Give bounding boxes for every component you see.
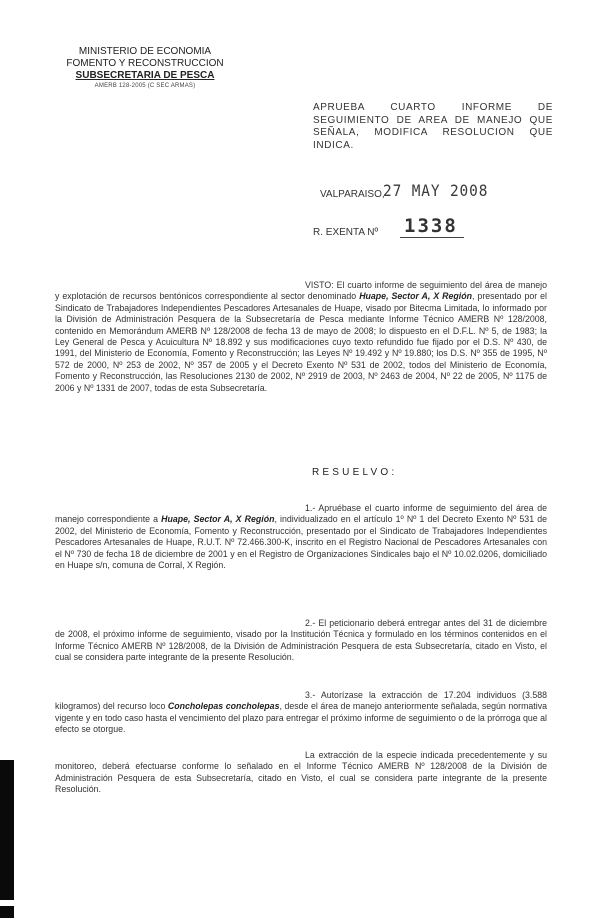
date-stamp: 27 MAY 2008 <box>383 181 489 200</box>
resolution-item-3b <box>55 750 547 796</box>
item-1-lead: 1.- Apruébase el cuarto informe de seguimiento del área de manejo correspondiente a <box>55 503 547 525</box>
ministry-line-1: MINISTERIO DE ECONOMIA <box>78 46 212 57</box>
item-2-rest: diciembre de 2008, el próximo informe de seguimiento, visado por la Institución Técnica y formulado en los términos contenidos en el Informe Técnico AMERB Nº 128/2008, de la División de Administración Pesquera de esta Subsecretaría, citado en Visto, el cual se considera parte integrante de la presente Resolución. <box>55 618 547 663</box>
visto-sector: Huape, Sector A, X Región <box>359 291 472 302</box>
resolution-subject: APRUEBA CUARTO INFORME DE SEGUIMIENTO DE AREA DE MANEJO QUE SEÑALA, MODIFICA RESOLUCION QUE INDICA. <box>313 102 553 151</box>
item-1-sector: Huape, Sector A, X Región <box>161 514 275 525</box>
ministry-line-2: FOMENTO Y RECONSTRUCCION <box>66 58 224 69</box>
item-3b-rest: precedentemente y su monitoreo, deberá efectuarse conforme lo señalado en el Informe Técnico AMERB Nº 128/2008 de la División de Administración Pesquera de esta Subsecretaría, citado en Visto, el cual se considera parte integrante de la presente Resolución. <box>55 750 547 795</box>
scan-edge-gap <box>0 900 14 906</box>
visto-paragraph <box>55 280 547 394</box>
item-3-lead: 3.- Autorízase la extracción de 17.204 individuos <box>305 690 516 700</box>
visto-rest: , presentado por el Sindicato de Trabajadores Independientes Pescadores Artesanales de Huape, visado por Bitecma Limitada, lo informado por la División de Administración Pesquera de la Subsecretaría de Pesca mediante Informe Técnico AMERB Nº 128/2008, contenido en Memorándum AMERB Nº 128/2008 de fecha 13 de mayo de 2008; lo dispuesto en el D.F.L. Nº 5, de 1983; la Ley General de Pesca y Acuicultura Nº 18.892 y sus modificaciones cuyo texto refundido fue fijado por el D.S. Nº 430, de 1991, del Ministerio de Economía, Fomento y Reconstrucción; las Leyes Nº 19.492 y Nº 19.880; los D.S. Nº 355 de 1995, Nº 572 de 2000, Nº 253 de 2002, Nº 357 de 2005 y el Decreto Exento Nº 531 de 2002, todos del Ministerio de Economía, Fomento y Reconstrucción, las Resoluciones 2130 de 2002, Nº 2919 de 2003, Nº 2463 de 2004, Nº 22 de 2005, Nº 1175 de 2006 y Nº 1331 de 2007, todas de esta Subsecretaría. <box>55 291 547 393</box>
exenta-label: R. EXENTA Nº <box>313 227 379 238</box>
item-3-rest: , desde el área de manejo anteriormente señalada, según normativa vigente y en todo caso hasta el vencimiento del plazo para entregar el próximo informe de seguimiento o de la prórroga que al efecto se otorgue. <box>55 701 547 735</box>
item-3-mid: (3.588 kilogramos) del recurso loco <box>55 690 548 712</box>
resolution-item-1 <box>55 503 547 571</box>
visto-lead: VISTO: El cuarto informe de seguimiento del área de manejo y explotación de recursos bentónicos correspondiente al sector denominado <box>55 280 547 302</box>
subsecretaria-line: SUBSECRETARIA DE PESCA <box>75 70 215 81</box>
item-3-species: Concholepas concholepas <box>167 701 280 712</box>
exenta-number: 1338 <box>400 215 464 238</box>
item-1-rest: , individualizado en el artículo 1º Nº 1 del Decreto Exento Nº 531 de 2002, del Ministerio de Economía, Fomento y Reconstrucción, presentado por el Sindicato de Trabajadores Independientes Pescadores Artesanales de Huape, R.U.T. Nº 72.466.300-K, inscrito en el Registro Nacional de Pescadores Artesanales con el Nº 730 de fecha 18 de diciembre de 2001 y en el Registro de Organizaciones Sindicales bajo el Nº 10.02.0206, domiciliado en Huape s/n, comuna de Corral, X Región. <box>55 514 547 571</box>
scan-edge-bar <box>0 760 14 918</box>
resolution-item-2 <box>55 618 547 664</box>
resuelvo-heading: RESUELVO: <box>312 467 398 478</box>
letterhead <box>50 46 240 90</box>
resolution-item-3 <box>55 690 547 736</box>
reference-code: AMERB 128-2005 (C SEC ARMAS) <box>94 83 196 89</box>
place-label: VALPARAISO, <box>320 189 385 200</box>
item-3b-lead: La extracción de la especie indicada <box>305 750 454 760</box>
item-2-lead: 2.- El peticionario deberá entregar antes del 31 de <box>305 618 506 628</box>
